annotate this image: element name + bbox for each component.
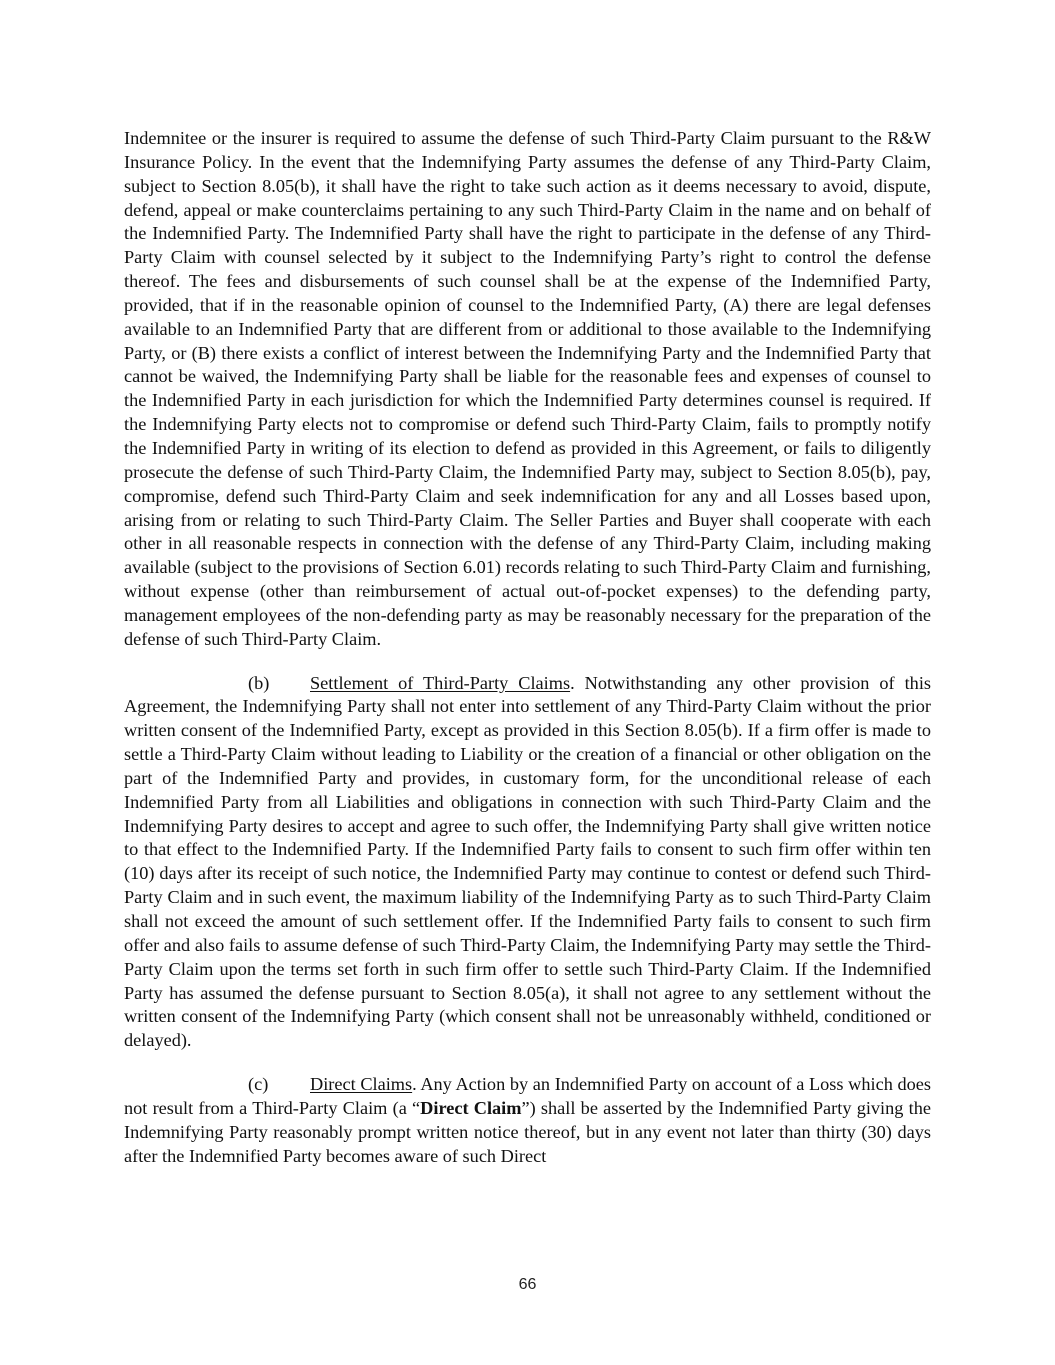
paragraph-a-continued: Indemnitee or the insurer is required to assume the defense of such Third-Party Claim pursuant to the R&W Insurance Policy. In the event that the Indemnifying Party assumes the defense of any Third-Party Claim, subject to Section 8.05(b), it shall have the right to take such action as it deems necessary to avoid, dispute, defend, appeal or make counterclaims pertaining to any such Third-Party Claim in the name and on behalf of the Indemnified Party. The Indemnified Party shall have the right to participate in the defense of any Third-Party Claim with counsel selected by it subject to the Indemnifying Party’s right to control the defense thereof. The fees and disbursements of such counsel shall be at the expense of the Indemnified Party, provided, that if in the reasonable opinion of counsel to the Indemnified Party, (A) there are legal defenses available to an Indemnified Party that are different from or additional to those available to the Indemnifying Party, or (B) there exists a conflict of interest between the Indemnifying Party and the Indemnified Party that cannot be waived, the Indemnifying Party shall be liable for the reasonable fees and expenses of counsel to the Indemnified Party in each jurisdiction for which the Indemnified Party determines counsel is required. If the Indemnifying Party elects not to compromise or defend such Third-Party Claim, fails to promptly notify the Indemnified Party in writing of its election to defend as provided in this Agreement, or fails to diligently prosecute the defense of such Third-Party Claim, the Indemnified Party may, subject to Section 8.05(b), pay, compromise, defend such Third-Party Claim and seek indemnification for any and all Losses based upon, arising from or relating to such Third-Party Claim. The Seller Parties and Buyer shall cooperate with each other in all reasonable respects in connection with the defense of any Third-Party Claim, including making available (subject to the provisions of Section 6.01) records relating to such Third-Party Claim and furnishing, without expense (other than reimbursement of actual out-of-pocket expenses) to the defending party, management employees of the non-defending party as may be reasonably necessary for the preparation of the defense of such Third-Party Claim.: [124, 128, 931, 649]
paragraph-b-label: (b): [248, 672, 270, 693]
paragraph-c-text-after: ”) shall be asserted by the Indemnified Party giving the Indemnifying Party reasonably prompt written notice thereof, but in any event not later than thirty (30) days after the Indemnified Party becomes aware of such Direct: [124, 1097, 931, 1166]
page-number: 66: [518, 1276, 537, 1293]
paragraph-gap: [124, 1053, 931, 1073]
paragraph-c: [124, 1073, 931, 1168]
document-page: [124, 127, 931, 1168]
paragraph-b: [124, 672, 931, 1054]
paragraph-b-heading: Settlement of Third-Party Claims: [310, 672, 571, 693]
paragraph-gap: [124, 652, 931, 672]
paragraph-c-heading: Direct Claims: [310, 1074, 413, 1095]
defined-term-direct-claim: Direct Claim: [420, 1097, 522, 1118]
paragraph-b-text: . Notwithstanding any other provision of this Agreement, the Indemnifying Party shall not enter into settlement of any Third-Party Claim without the prior written consent of the Indemnified Party, except as provided in this Section 8.05(b). If a firm offer is made to settle a Third-Party Claim without leading to Liability or the creation of a financial or other obligation on the part of the Indemnified Party and provides, in customary form, for the unconditional release of each Indemnified Party from all Liabilities and obligations in connection with such Third-Party Claim and the Indemnifying Party desires to accept and agree to such offer, the Indemnifying Party shall give written notice to that effect to the Indemnified Party. If the Indemnified Party fails to consent to such firm offer within ten (10) days after its receipt of such notice, the Indemnified Party may continue to contest or defend such Third-Party Claim and in such event, the maximum liability of the Indemnifying Party as to such Third-Party Claim shall not exceed the amount of such settlement offer. If the Indemnified Party fails to consent to such firm offer and also fails to assume defense of such Third-Party Claim, the Indemnifying Party may settle the Third-Party Claim upon the terms set forth in such firm offer to settle such Third-Party Claim. If the Indemnified Party has assumed the defense pursuant to Section 8.05(a), it shall not agree to any settlement without the written consent of the Indemnifying Party (which consent shall not be unreasonably withheld, conditioned or delayed).: [124, 672, 932, 1051]
paragraph-c-text-before: . Any Action by an Indemnified Party on account of a Loss which does not result from a Third-Party Claim (a “: [124, 1074, 931, 1118]
paragraph-c-label: (c): [248, 1074, 269, 1095]
